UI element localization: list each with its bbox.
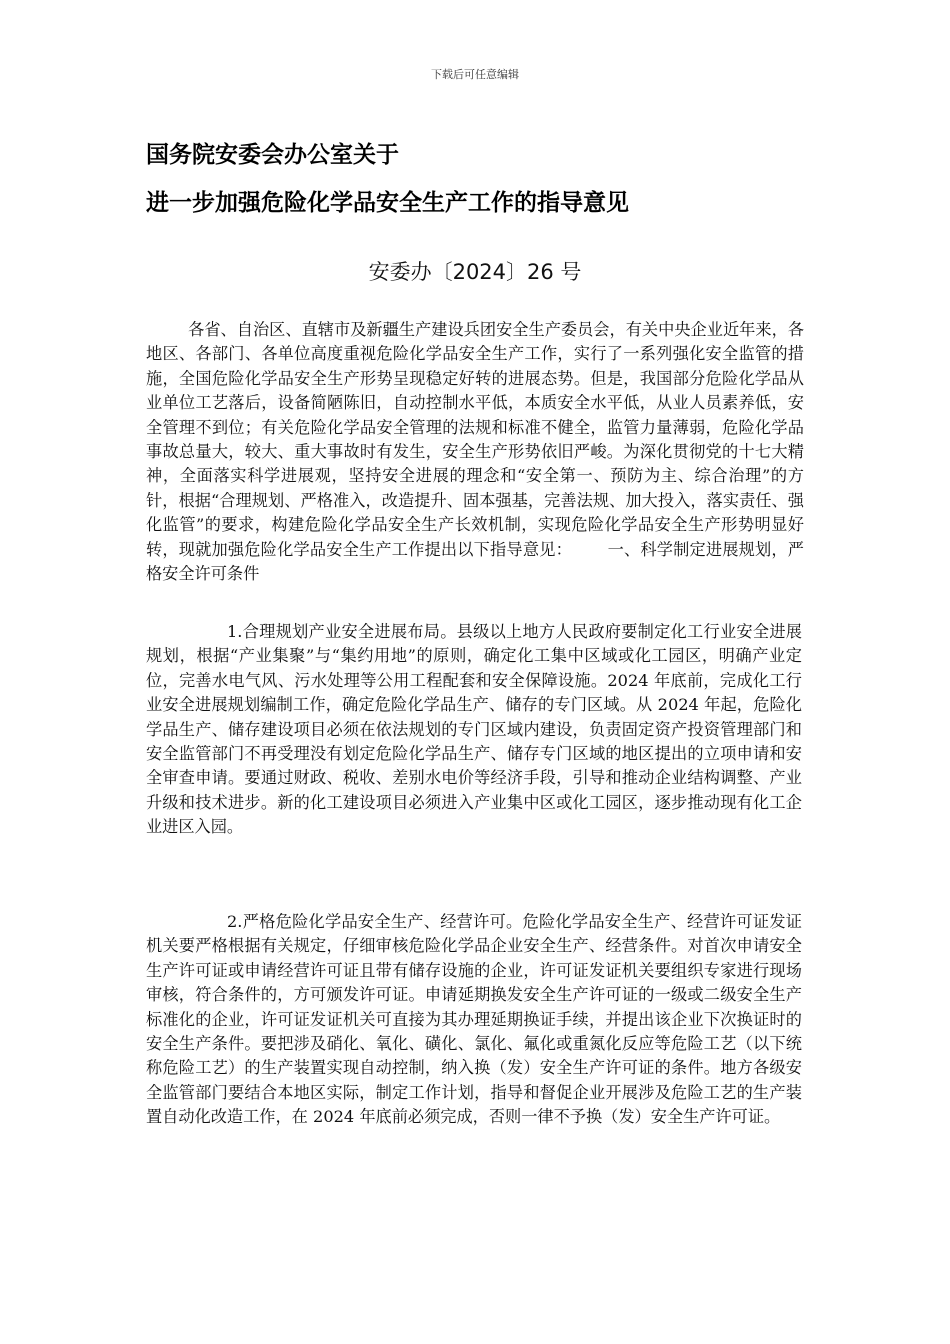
intro-paragraph [146,318,804,586]
intro-text: 各省、自治区、直辖市及新疆生产建设兵团安全生产委员会，有关中央企业近年来，各地区、各部门、各单位高度重视危险化学品安全生产工作，实行了一系列强化安全监管的措施，全国危险化学品安全生产形势呈现稳定好转的进展态势。但是，我国部分危险化学品从业单位工艺落后，设备简陋陈旧，自动控制水平低，本质安全水平低，从业人员素养低，安全管理不到位；有关危险化学品安全管理的法规和标准不健全，监管力量薄弱，危险化学品事故总量大，较大、重大事故时有发生，安全生产形势依旧严峻。为深化贯彻党的十七大精神，全面落实科学进展观，坚持安全进展的理念和“安全第一、预防为主、综合治理”的方针，根据“合理规划、严格准入，改造提升、固本强基，完善法规、加大投入，落实责任、强化监管”的要求，构建危险化学品安全生产长效机制，实现危险化学品安全生产形势明显好转，现就加强危险化学品安全生产工作提出以下指导意见： [146,320,804,559]
document-title-line-1: 国务院安委会办公室关于 [146,142,399,168]
document-title-line-2: 进一步加强危险化学品安全生产工作的指导意见 [146,190,629,216]
section-1-heading: 一、科学制定进展规划，严格安全许可条件 [146,539,804,584]
header-note: 下载后可任意编辑 [431,68,519,81]
item-2-paragraph: 2.严格危险化学品安全生产、经营许可。危险化学品安全生产、经营许可证发证机关要严格根据有关规定，仔细审核危险化学品企业安全生产、经营条件。对首次申请安全生产许可证或申请经营许可证且带有储存设施的企业，许可证发证机关要组织专家进行现场审核，符合条件的，方可颁发许可证。申请延期换发安全生产许可证的一级或二级安全生产标准化的企业，许可证发证机关可直接为其办理延期换证手续，并提出该企业下次换证时的安全生产条件。要把涉及硝化、氧化、磺化、氯化、氟化或重氮化反应等危险工艺（以下统称危险工艺）的生产装置实现自动控制，纳入换（发）安全生产许可证的条件。地方各级安全监管部门要结合本地区实际，制定工作计划，指导和督促企业开展涉及危险工艺的生产装置自动化改造工作，在 2024 年底前必须完成，否则一律不予换（发）安全生产许可证。 [146,912,802,1127]
document-number: 安委办〔2024〕26 号 [368,260,582,284]
item-1-paragraph: 1.合理规划产业安全进展布局。县级以上地方人民政府要制定化工行业安全进展规划，根据“产业集聚”与“集约用地”的原则，确定化工集中区域或化工园区，明确产业定位，完善水电气风、污水处理等公用工程配套和安全保障设施。2024 年底前，完成化工行业安全进展规划编制工作，确定危险化学品生产、储存的专门区域。从 2024 年起，危险化学品生产、储存建设项目必须在依法规划的专门区域内建设，负责固定资产投资管理部门和安全监管部门不再受理没有划定危险化学品生产、储存专门区域的地区提出的立项申请和安全审查申请。要通过财政、税收、差别水电价等经济手段，引导和推动企业结构调整、产业升级和技术进步。新的化工建设项目必须进入产业集中区或化工园区，逐步推动现有化工企业进区入园。 [146,622,802,837]
